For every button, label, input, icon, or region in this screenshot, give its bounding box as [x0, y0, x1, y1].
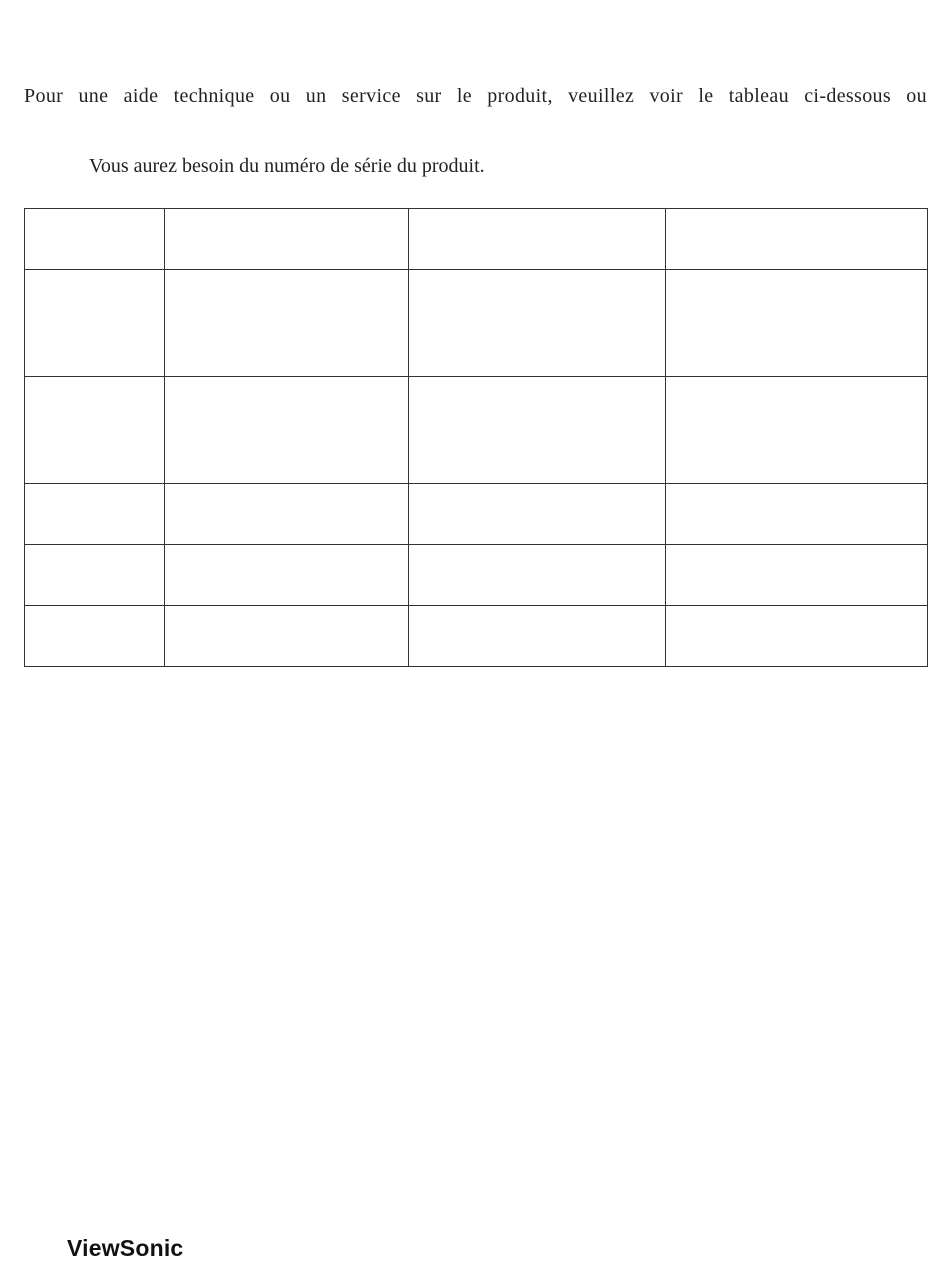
table-cell: [25, 270, 165, 377]
table-cell: [666, 270, 928, 377]
table-cell: [25, 606, 165, 667]
table-cell: [409, 545, 666, 606]
table-cell: [25, 545, 165, 606]
table-row: [25, 484, 928, 545]
serial-number-note: Vous aurez besoin du numéro de série du produit.: [89, 155, 485, 177]
table-row: [25, 606, 928, 667]
table-cell: [25, 209, 165, 270]
support-table-body: [25, 209, 928, 667]
viewsonic-logo: ViewSonic: [67, 1235, 184, 1261]
table-cell: [165, 545, 409, 606]
table-cell: [165, 270, 409, 377]
table-row: [25, 377, 928, 484]
table-cell: [666, 484, 928, 545]
table-cell: [25, 484, 165, 545]
table-cell: [666, 606, 928, 667]
table-cell: [25, 377, 165, 484]
table-cell: [666, 545, 928, 606]
table-cell: [666, 377, 928, 484]
table-row: [25, 270, 928, 377]
table-row: [25, 545, 928, 606]
intro-paragraph: Pour une aide technique ou un service sur le produit, veuillez voir le tableau ci-dessous ou: [24, 85, 927, 107]
table-cell: [409, 606, 666, 667]
support-table: [24, 208, 928, 667]
table-cell: [409, 377, 666, 484]
table-cell: [165, 606, 409, 667]
table-cell: [409, 209, 666, 270]
table-cell: [666, 209, 928, 270]
table-cell: [409, 484, 666, 545]
table-cell: [165, 484, 409, 545]
table-cell: [165, 377, 409, 484]
table-row: [25, 209, 928, 270]
table-cell: [409, 270, 666, 377]
table-cell: [165, 209, 409, 270]
